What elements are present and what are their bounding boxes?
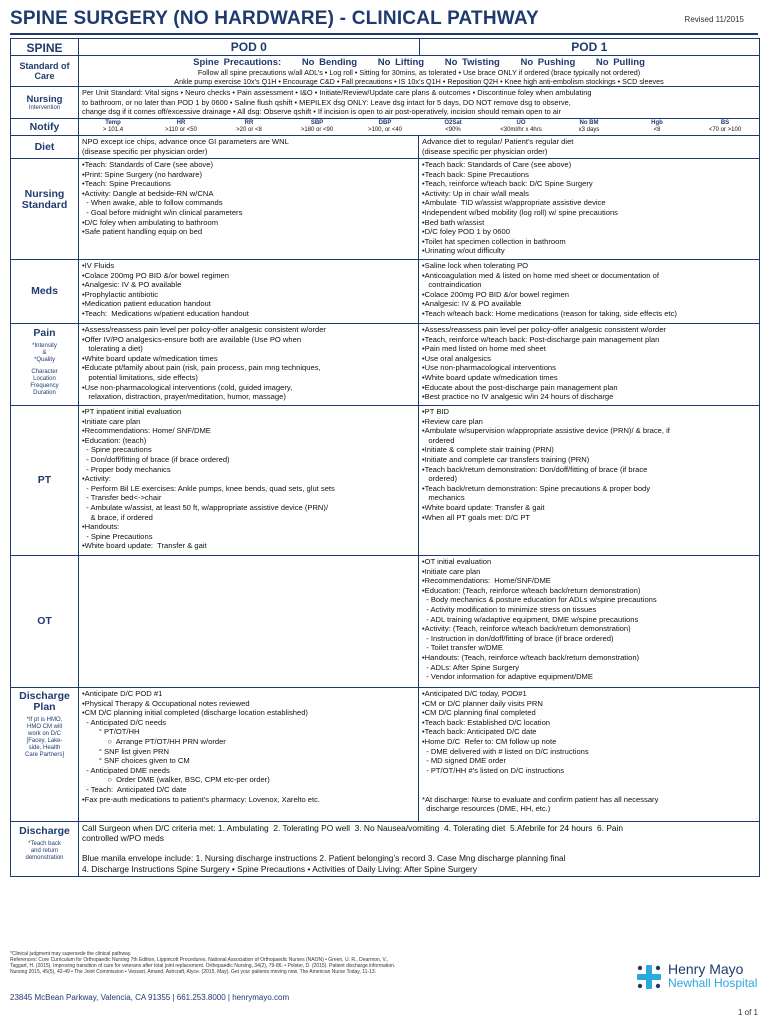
table-header-row: [11, 39, 759, 56]
row-notify: [11, 119, 759, 136]
row-label-nursing-standard: [11, 159, 79, 259]
nursing-label: Nursing: [26, 93, 63, 105]
notify-value: >100, or <40: [367, 127, 403, 133]
meds-pod1-line: contraindication: [422, 280, 482, 290]
pain-location-note: Location: [33, 376, 56, 382]
spine-column-header: SPINE: [11, 39, 79, 55]
pt-pod1-line: •Review care plan: [422, 416, 483, 426]
standard-of-care-line-1: Follow all spine precautions w/all ADL’s • Log roll • Sitting for 30mins, as tolerated • Use brace ONLY if ordered (brace typically not ordered): [197, 68, 641, 77]
ot-pod1-line: - Toilet transfer w/DME: [422, 643, 503, 653]
footnote-line: *Clinical judgment may supersede the clinical pathway.: [10, 951, 132, 957]
teach-back-note: *Teach back: [28, 841, 61, 847]
nursing-standard-pod0-line: - Goal before midnight w/in clinical parameters: [82, 207, 243, 217]
no-lifting-label: No Lifting: [377, 57, 425, 68]
discharge-plan-pod1-line: •CM D/C planning final completed: [422, 708, 536, 718]
discharge-plan-pod1-line: •Teach back: Established D/C location: [422, 717, 551, 727]
ot-pod1-line: - ADL training w/adaptive equipment, DME w/spine precautions: [422, 614, 639, 624]
pt-pod0-line: •Education: (teach): [82, 435, 147, 445]
teach-back-note: and return: [30, 848, 59, 854]
pain-pod0-line: potential limitations, side effects): [82, 372, 198, 382]
pt-pod0-line: •White board update: Transfer & gait: [82, 541, 207, 551]
row-label-ot: [11, 556, 79, 687]
notify-value: >180 or <90: [300, 127, 334, 133]
pain-quality-note: *Quality: [33, 357, 55, 363]
notify-name: Temp: [105, 120, 121, 126]
row-ot: [11, 556, 759, 688]
notify-item-bs: [691, 120, 759, 134]
pt-pod1-line: •White board update: Transfer & gait: [422, 502, 545, 512]
meds-pod0-line: •Prophylactic antibiotic: [82, 289, 159, 299]
references-footnote: [10, 951, 530, 975]
revision-date: Revised 11/2015: [684, 15, 744, 24]
row-meds: [11, 260, 759, 324]
hmo-note: work on D/C: [27, 731, 61, 737]
pt-pod0-line: •Recommendations: Home/ SNF/DME: [82, 426, 211, 436]
meds-label: Meds: [31, 285, 58, 297]
row-nursing-standard: [11, 159, 759, 260]
ot-label: OT: [37, 615, 52, 627]
notify-name: O2Sat: [444, 120, 462, 126]
meds-pod0-line: •Colace 200mg PO BID &/or bowel regimen: [82, 270, 230, 280]
discharge-plan-pod1-line: - MD signed DME order: [422, 756, 506, 766]
meds-pod0-line: •IV Fluids: [82, 261, 115, 270]
nursing-standard-pod1-line: •Teach back: Standards of Care (see above): [422, 160, 572, 169]
pt-pod1-line: •Ambulate w/supervision w/appropriate assistive device (PRN)/ & brace, if: [422, 426, 670, 436]
row-label-standard-of-care: [11, 56, 79, 86]
diet-pod1-line: (disease specific per physician order): [422, 146, 548, 156]
nursing-standard-pod1-line: •D/C foley POD 1 by 0600: [422, 227, 510, 237]
pain-frequency-note: Frequency: [30, 383, 59, 389]
ot-pod1-line: •Initiate care plan: [422, 566, 481, 576]
pain-label: Pain: [33, 327, 56, 339]
standard-of-care-line-2: Ankle pump exercise 10x’s Q1H • Encourage C&D • Fall precautions • IS 10x’s Q1H • Reposition Q2H • Knee high anti-embolism stockings • SCD sleeves: [174, 77, 664, 86]
row-standard-of-care: [11, 56, 759, 87]
pt-pod0-line: •Handouts:: [82, 522, 120, 532]
discharge-plan-pod1-line: •Home D/C Refer to: CM follow up note: [422, 736, 557, 746]
meds-pod0-line: •Teach: Medications w/patient education handout: [82, 308, 249, 318]
meds-pod0-line: •Analgesic: IV & PO available: [82, 280, 182, 290]
pt-pod0-line: - Ambulate w/assist, at least 50 ft, w/appropriate assistive device (PRN)/: [82, 502, 329, 512]
hmo-note: Care Partners]: [24, 752, 64, 758]
pt-pod1-line: ordered): [422, 474, 458, 484]
ot-pod1-line: - Vendor information for adaptive equipment/DME: [422, 672, 593, 682]
standard-of-care-label: Standard of Care: [19, 61, 70, 81]
spine-precautions-title: [82, 57, 756, 68]
diet-label: Diet: [34, 140, 55, 153]
nursing-standard-pod0-line: •Print: Spine Surgery (no hardware): [82, 169, 202, 179]
nursing-standard-pod1-line: •Bed bath w/assist: [422, 217, 485, 227]
nursing-standard-pod0-line: •Teach: Standards of Care (see above): [82, 160, 213, 169]
row-pt: [11, 406, 759, 556]
page-title: SPINE SURGERY (NO HARDWARE) - CLINICAL PATHWAY: [10, 8, 539, 29]
notify-value: > 101.4: [102, 127, 124, 133]
pain-pod1-line: •Educate about the post-discharge pain management plan: [422, 382, 618, 392]
notify-name: DBP: [378, 120, 392, 126]
pt-pod0-line: •PT inpatient initial evaluation: [82, 407, 182, 416]
pain-ampersand: &: [42, 350, 47, 356]
row-label-pt: [11, 406, 79, 555]
diet-pod0: [79, 136, 418, 158]
logo-name-line2: Newhall Hospital: [668, 976, 758, 990]
discharge-plan-pod1-line: •Anticipated D/C today, POD#1: [422, 689, 527, 698]
ot-pod1-line: •OT initial evaluation: [422, 557, 492, 566]
discharge-plan-pod1-line: •CM or D/C planner daily visits PRN: [422, 698, 543, 708]
pain-pod0-line: •Assess/reassess pain level per policy-offer analgesic consistent w/order: [82, 325, 326, 334]
footnote-line: References: Core Curriculum for Orthopaedic Nursing 7th Edition, Lippincott Procedures, National Association of Orthopaedic Nurses (NAON) • Green, U. R., Dearmon, V.,: [10, 957, 389, 963]
pt-pod1-line: •When all PT goals met: D/C PT: [422, 512, 531, 522]
nursing-standard-pod0: [79, 159, 418, 259]
pain-pod1-line: •Use non-pharmacological interventions: [422, 363, 556, 373]
pt-pod1-line: •Initiate & complete stair training (PRN): [422, 445, 554, 455]
intervention-label: Intervention: [28, 104, 61, 111]
discharge-plan-pod1-line: [422, 785, 754, 795]
pain-character-note: Character: [31, 369, 58, 375]
discharge-label: Discharge: [19, 825, 70, 837]
meds-pod1-line: •Anticoagulation med & listed on home med sheet or documentation of: [422, 270, 659, 280]
pt-pod1-line: •Teach back/return demonstration: Don/doff/fitting of brace (if brace: [422, 464, 648, 474]
notify-label: Notify: [29, 120, 60, 133]
notify-parameters: [79, 120, 759, 134]
pain-pod1-line: •Assess/reassess pain level per policy-offer analgesic consistent w/order: [422, 325, 666, 334]
discharge-content: [79, 822, 759, 876]
hospital-logo: [636, 962, 758, 1002]
row-label-notify: [11, 119, 79, 135]
footnote-line: Nursing 2015, 45(5), 42-49 • The Joint Commission • Vessart, Amand, Ashcraft, Alyce. (2015, May). Get your patients moving now. The American Nurse Today, 11-13.: [10, 969, 376, 975]
hmo-note: *If pt is HMO,: [26, 717, 63, 723]
no-twisting-label: No Twisting: [444, 57, 500, 68]
hospital-address: 23845 McBean Parkway, Valencia, CA 91355 | 661.253.8000 | henrymayo.com: [10, 993, 290, 1002]
discharge-plan-pod1-line: [422, 775, 754, 785]
nursing-standard-label: Nursing Standard: [21, 188, 68, 211]
nursing-standard-pod1-line: •Urinating w/out difficulty: [422, 246, 505, 256]
meds-pod1-line: •Teach w/teach back: Home medications (reason for taking, side effects etc): [422, 308, 677, 318]
notify-item-dbp: [351, 120, 419, 134]
pod1-column-header: POD 1: [419, 39, 760, 55]
nursing-intervention-line: Per Unit Standard: Vital signs • Neuro checks • Pain assessment • I&O • Initiate/Review/Update care plans & outcomes • Discontinue foley when ambulating: [82, 88, 592, 97]
pt-pod0-line: - Transfer bed<->chair: [82, 493, 162, 503]
notify-value: <30ml/hr x 4hrs: [500, 127, 542, 133]
nursing-standard-pod1-line: •Ambulate TID w/assist w/appropriate assistive device: [422, 198, 606, 208]
pt-pod0-line: •Activity:: [82, 474, 111, 484]
pain-pod0-line: •Offer IV/PO analgesics-ensure both are available (Use PO when: [82, 334, 302, 344]
discharge-plan-pod0-line: •Anticipate D/C POD #1: [82, 689, 163, 698]
pt-pod0-line: - Spine precautions: [82, 445, 152, 455]
logo-name-line1: Henry Mayo: [668, 961, 744, 977]
pathway-table: [10, 38, 760, 877]
row-label-discharge: [11, 822, 79, 876]
notify-name: No BM: [579, 120, 599, 126]
pt-pod0-line: - Perform Bil LE exercises: Ankle pumps, knee bends, quad sets, glut sets: [82, 483, 335, 493]
pain-pod0: [79, 324, 418, 405]
row-discharge: [11, 822, 759, 876]
notify-item-sbp: [283, 120, 351, 134]
pt-label: PT: [37, 474, 52, 486]
notify-value: >110 or <50: [165, 127, 197, 133]
notify-item-o2sat: [419, 120, 487, 134]
discharge-plan-pod0-line: - Anticipated D/C needs: [82, 717, 166, 727]
nursing-standard-pod0-line: •Teach: Spine Precautions: [82, 179, 171, 189]
meds-pod0: [79, 260, 418, 323]
standard-of-care-content: [79, 56, 759, 86]
pt-pod1-line: ordered: [422, 435, 455, 445]
discharge-plan-pod1-line: - DME delivered with # listed on D/C instructions: [422, 746, 589, 756]
ot-pod1-line: - Instruction in don/doff/fitting of brace (if brace ordered): [422, 633, 614, 643]
discharge-plan-pod0-line: ° PT/OT/HH: [82, 727, 140, 737]
pt-pod0-line: - Spine Precautions: [82, 531, 153, 541]
discharge-plan-pod0-line: ○ Order DME (walker, BSC, CPM etc-per order): [82, 775, 270, 785]
pt-pod1-line: •Teach back/return demonstration: Spine precautions & proper body: [422, 483, 651, 493]
ot-pod1-line: - Body mechanics & posture education for ADLs w/spine precautions: [422, 595, 657, 605]
discharge-plan-pod0-line: ° SNF list given PRN: [82, 746, 170, 756]
pt-pod0-line: •Initiate care plan: [82, 416, 141, 426]
discharge-plan-pod0: [79, 688, 418, 821]
pain-pod1-line: •White board update w/medication times: [422, 372, 558, 382]
nursing-intervention-content: [79, 87, 759, 118]
notify-item-temp: [79, 120, 147, 134]
nursing-standard-pod1-line: •Teach back: Spine Precautions: [422, 169, 529, 179]
meds-pod1-line: •Saline lock when tolerating PO: [422, 261, 529, 270]
nursing-standard-pod1: [418, 159, 757, 259]
ot-pod1-line: •Recommendations: Home/SNF/DME: [422, 576, 551, 586]
nursing-standard-pod1-line: •Toilet hat specimen collection in bathroom: [422, 236, 566, 246]
pain-pod1-line: •Use oral analgesics: [422, 353, 491, 363]
row-label-nursing-intervention: [11, 87, 79, 118]
notify-item-hgb: [623, 120, 691, 134]
discharge-plan-pod0-line: •CM D/C planning initial completed (discharge location established): [82, 708, 308, 718]
notify-item-uo: [487, 120, 555, 134]
discharge-plan-pod0-line: - Anticipated DME needs: [82, 765, 170, 775]
pt-pod0-line: - Proper body mechanics: [82, 464, 171, 474]
notify-name: UO: [516, 120, 526, 126]
ot-pod1: [418, 556, 757, 687]
discharge-plan-pod1-line: *At discharge: Nurse to evaluate and confirm patient has all necessary: [422, 794, 659, 804]
diet-pod1-line: Advance diet to regular/ Patient’s regular diet: [422, 137, 574, 146]
nursing-standard-pod0-line: - When awake, able to follow commands: [82, 198, 223, 208]
spine-precautions-label: Spine Precautions:: [193, 57, 282, 68]
row-label-diet: [11, 136, 79, 158]
hmo-note: [Facey, Lake-: [26, 738, 63, 744]
diet-pod0-line: (disease specific per physician order): [82, 146, 208, 156]
hmo-note: HMO CM will: [27, 724, 62, 730]
pain-pod1-line: •Teach, reinforce w/teach back: Post-discharge pain management plan: [422, 334, 660, 344]
meds-pod1-line: •Colace 200mg PO BID &/or bowel regimen: [422, 289, 570, 299]
pain-pod1-line: •Pain med listed on home med sheet: [422, 344, 546, 354]
pod0-column-header: POD 0: [230, 40, 267, 54]
notify-name: BS: [720, 120, 730, 126]
notify-value: x3 days: [578, 127, 600, 133]
ot-pod1-line: - ADLs: After Spine Surgery: [422, 662, 520, 672]
ot-pod1-line: •Handouts: (Teach, reinforce w/teach back/return demonstration): [422, 652, 640, 662]
discharge-plan-pod0-line: ° SNF choices given to CM: [82, 756, 190, 766]
nursing-standard-pod1-line: •Activity: Up in chair w/all meals: [422, 188, 529, 198]
row-label-pain: [11, 324, 79, 405]
nursing-standard-pod1-line: •Teach, reinforce w/teach back: D/C Spine Surgery: [422, 179, 593, 189]
discharge-plan-pod0-line: •Physical Therapy & Occupational notes reviewed: [82, 698, 250, 708]
pain-pod0-line: relaxation, distraction, prayer/meditation, humor, massage): [82, 392, 286, 402]
discharge-plan-pod1-line: discharge resources (DME, HH, etc.): [422, 804, 551, 814]
pain-intensity-note: *Intensity: [32, 343, 57, 349]
notify-content: [79, 119, 759, 135]
pain-pod0-line: •White board update w/medication times: [82, 353, 218, 363]
notify-value: <8: [653, 127, 661, 133]
meds-pod1: [418, 260, 757, 323]
pt-pod1-line: •PT BID: [422, 407, 449, 416]
discharge-plan-pod1: [418, 688, 757, 821]
row-label-discharge-plan: [11, 688, 79, 821]
nursing-intervention-line: to bathroom, or no later than POD 1 by 0600 • Saline flush qshift • MEPILEX dsg ONLY: Leave dsg intact for 5 days, DO NOT remove dsg to observe,: [82, 97, 571, 107]
nursing-standard-pod0-line: •Activity: Dangle at bedside-RN w/CNA: [82, 188, 214, 198]
hmo-note: side, Health: [28, 745, 61, 751]
diet-pod0-line: NPO except ice chips, advance once GI parameters are WNL: [82, 137, 289, 146]
notify-name: RR: [244, 120, 254, 126]
pain-pod1: [418, 324, 757, 405]
pain-pod0-line: •Educate pt/family about pain (risk, pain process, pain mng techniques,: [82, 363, 321, 373]
discharge-line: 4. Discharge Instructions Spine Surgery • Spine Precautions • Activities of Daily Living: After Spine Surgery: [82, 863, 478, 874]
discharge-plan-label: Discharge Plan: [19, 690, 70, 713]
no-pulling-label: No Pulling: [595, 57, 645, 68]
no-pushing-label: No Pushing: [520, 57, 576, 68]
discharge-plan-pod0-line: - Teach: Anticipated D/C date: [82, 784, 187, 794]
footnote-line: Taggart, H. (2015). Improving transition of care for veterans after total joint replacement. Orthopaedic Nursing, 34(2), 79-86. • Polster, D. (2015). Patient discharge information.: [10, 963, 396, 969]
discharge-plan-pod1-line: - PT/OT/HH #’s listed on D/C instructions: [422, 765, 565, 775]
discharge-line: Blue manila envelope include: 1. Nursing discharge instructions 2. Patient belonging’s record 3. Case Mng discharge planning final: [82, 853, 566, 864]
notify-name: HR: [176, 120, 186, 126]
row-label-meds: [11, 260, 79, 323]
pt-pod1-line: •Initiate and complete car transfers training (PRN): [422, 454, 590, 464]
row-diet: [11, 136, 759, 159]
pt-pod0-line: - Don/doff/fitting of brace (if brace ordered): [82, 454, 230, 464]
pain-duration-note: Duration: [33, 390, 56, 396]
notify-item-rr: [215, 120, 283, 134]
ot-pod1-line: •Activity: (Teach, reinforce w/teach back/return demonstration): [422, 624, 631, 634]
nursing-standard-pod0-line: •D/C foley when ambulating to bathroom: [82, 217, 219, 227]
discharge-plan-pod0-line: •Fax pre-auth medications to patient’s pharmacy: Lovenox, Xarelto etc.: [82, 794, 321, 804]
row-discharge-plan: [11, 688, 759, 822]
pt-pod1: [418, 406, 757, 555]
pt-pod0-line: & brace, if ordered: [82, 512, 153, 522]
notify-item-hr: [147, 120, 215, 134]
ot-pod0: [79, 556, 418, 687]
notify-item-no-bm: [555, 120, 623, 134]
pain-pod1-line: •Best practice no IV analgesic w/in 24 hours of discharge: [422, 392, 614, 402]
page-number: 1 of 1: [737, 1008, 758, 1017]
nursing-intervention-line: change dsg if it comes off/excessive drainage • All dsg: Observe qshift • If incision is open to air post-operatively, incision should remain open to air: [82, 107, 561, 117]
notify-value: <70 or >100: [708, 127, 742, 133]
discharge-line: [82, 843, 756, 853]
ot-pod1-line: •Education: (Teach, reinforce w/teach back/return demonstration): [422, 585, 641, 595]
diet-pod1: [418, 136, 757, 158]
hospital-logo-icon: [636, 964, 662, 990]
notify-value: <90%: [445, 127, 461, 133]
pt-pod0: [79, 406, 418, 555]
discharge-line: controlled w/PO meds: [82, 833, 164, 844]
meds-pod0-line: •Medication patient education handout: [82, 299, 211, 309]
nursing-standard-pod1-line: •Independent w/bed mobility (log roll) w/ spine precautions: [422, 207, 618, 217]
row-pain: [11, 324, 759, 406]
title-divider: [10, 33, 758, 35]
pt-pod1-line: mechanics: [422, 493, 465, 503]
ot-pod1-line: - Activity modification to minimize stress on tissues: [422, 604, 597, 614]
row-nursing-intervention: [11, 87, 759, 119]
no-bending-label: No Bending: [301, 57, 358, 68]
meds-pod1-line: •Analgesic: IV & PO available: [422, 299, 522, 309]
notify-name: Hgb: [651, 120, 663, 126]
nursing-standard-pod0-line: •Safe patient handling equip on bed: [82, 227, 203, 237]
notify-value: >20 or <8: [236, 127, 262, 133]
discharge-plan-pod1-line: •Teach back: Anticipated D/C date: [422, 727, 537, 737]
discharge-line: Call Surgeon when D/C criteria met: 1. Ambulating 2. Tolerating PO well 3. No Nausea/vomiting 4. Tolerating diet 5.Afebrile for 24 hours 6. Pain: [82, 823, 624, 833]
pain-pod0-line: •Use non-pharmacological interventions (cold, guided imagery,: [82, 382, 293, 392]
discharge-plan-pod0-line: ○ Arrange PT/OT/HH PRN w/order: [82, 736, 226, 746]
teach-back-note: demonstration: [25, 855, 64, 861]
pain-pod0-line: tolerating a diet): [82, 344, 143, 354]
notify-name: SBP: [310, 120, 324, 126]
